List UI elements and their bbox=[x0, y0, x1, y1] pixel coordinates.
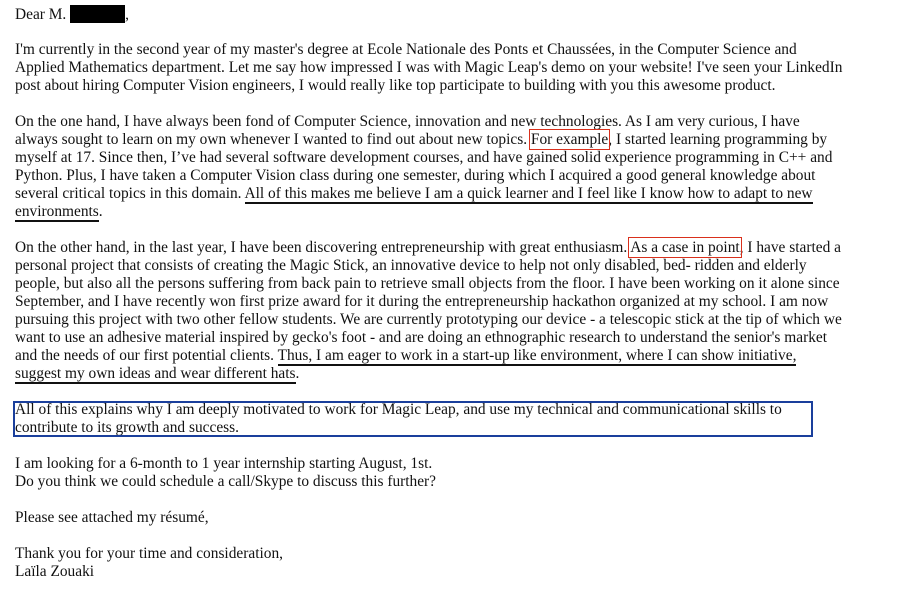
underlined-text: suggest my own ideas and wear different hats bbox=[15, 365, 296, 382]
paragraph-line bbox=[15, 347, 895, 365]
paragraph-entrepreneurship bbox=[15, 239, 895, 383]
attachment-note: Please see attached my résumé, bbox=[15, 509, 209, 526]
paragraph-line: myself at 17. Since then, I’ve had several software development courses, and have gained solid experience programming in C++ and bbox=[15, 149, 833, 166]
text-span: several critical topics in this domain. bbox=[15, 185, 245, 202]
paragraph-line: pursuing this project with two other fellow students. We are currently prototyping our device - a telescopic stick at the tip of which we bbox=[15, 311, 842, 328]
paragraph-motivation bbox=[15, 401, 895, 437]
text-span: , I have started a bbox=[739, 239, 841, 256]
paragraph-line bbox=[15, 365, 895, 383]
salutation-suffix: , bbox=[125, 6, 130, 23]
text-span: . bbox=[295, 365, 300, 382]
paragraph-line: Do you think we could schedule a call/Skype to discuss this further? bbox=[15, 473, 437, 490]
highlight-box-motivation bbox=[13, 401, 813, 437]
paragraph-line: I am looking for a 6-month to 1 year internship starting August, 1st. bbox=[15, 455, 433, 472]
closing-line: Thank you for your time and consideration, bbox=[15, 545, 283, 562]
paragraph-line: personal project that consists of creating the Magic Stick, an innovative device to help not only disabled, bed- ridden and elderly bbox=[15, 257, 807, 274]
paragraph-line: want to use an adhesive material inspired by gecko's foot - and are doing an ethnographic research to understand the senior's market bbox=[15, 329, 827, 346]
paragraph-line: Python. Plus, I have taken a Computer Vision class during one semester, during which I acquired a good general knowledge about bbox=[15, 167, 816, 184]
paragraph-line: people, but also all the persons suffering from back pain to retrieve small objects from the floor. I have been working on it alone since bbox=[15, 275, 840, 292]
paragraph-intro bbox=[15, 41, 895, 95]
paragraph-line: contribute to its growth and success. bbox=[15, 419, 239, 436]
salutation-prefix: Dear M. bbox=[15, 6, 67, 23]
text-span: and the needs of our first potential clients. bbox=[15, 347, 278, 364]
cover-letter bbox=[15, 5, 895, 581]
paragraph-line: September, and I have recently won first prize award for it during the entrepreneurship hackathon organized at my school. I am now bbox=[15, 293, 829, 310]
closing bbox=[15, 545, 895, 581]
text-span: always sought to learn on my own whenever I wanted to find out about new topics. bbox=[15, 131, 531, 148]
paragraph-line bbox=[15, 185, 895, 203]
redacted-name bbox=[70, 5, 125, 23]
paragraph-line: post about hiring Computer Vision engineers, I would really like top participate to building with you this awesome product. bbox=[15, 77, 776, 94]
paragraph-line bbox=[15, 239, 895, 257]
paragraph-line: I'm currently in the second year of my master's degree at Ecole Nationale des Ponts et Chaussées, in the Computer Science and bbox=[15, 41, 797, 58]
underlined-text: Thus, I am eager to work in a start-up like environment, where I can show initiative, bbox=[277, 347, 797, 364]
signature-name: Laïla Zouaki bbox=[15, 563, 95, 580]
paragraph-line bbox=[15, 131, 895, 149]
salutation bbox=[15, 5, 895, 23]
paragraph-line: On the one hand, I have always been fond of Computer Science, innovation and new technologies. As I am very curious, I have bbox=[15, 113, 800, 130]
underlined-text: All of this makes me believe I am a quick learner and I feel like I know how to adapt to new bbox=[244, 185, 813, 202]
text-span: On the other hand, in the last year, I have been discovering entrepreneurship with great enthusiasm. bbox=[15, 239, 631, 256]
paragraph-request bbox=[15, 455, 895, 491]
highlight-box-case-in-point: As a case in point bbox=[630, 239, 740, 256]
paragraph-technical bbox=[15, 113, 895, 221]
paragraph-line bbox=[15, 203, 895, 221]
text-span: . bbox=[98, 203, 103, 220]
text-span: , I started learning programming by bbox=[608, 131, 828, 148]
underlined-text: environments bbox=[15, 203, 99, 220]
highlight-box-for-example: For example bbox=[530, 131, 609, 148]
paragraph-line: Applied Mathematics department. Let me say how impressed I was with Magic Leap's demo on your website! I've seen your LinkedIn bbox=[15, 59, 843, 76]
paragraph-line: All of this explains why I am deeply motivated to work for Magic Leap, and use my technical and communicational skills to bbox=[15, 401, 782, 418]
